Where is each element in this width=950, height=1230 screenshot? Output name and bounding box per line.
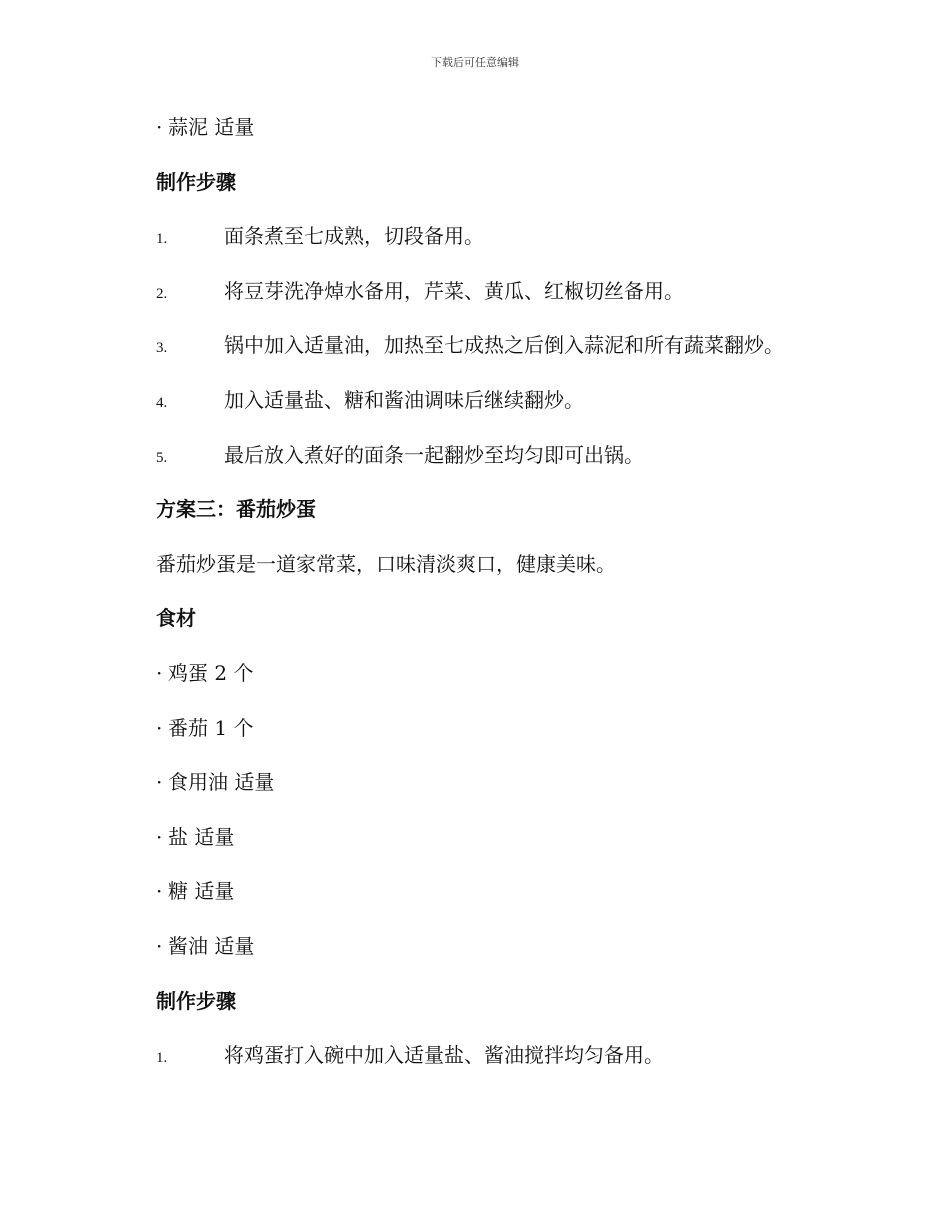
step-text: 将豆芽洗净焯水备用，芹菜、黄瓜、红椒切丝备用。 (224, 278, 684, 303)
ingredient-item (156, 108, 876, 163)
bullet-icon: · (156, 115, 163, 139)
steps-heading: 制作步骤 (156, 988, 236, 1013)
step-number: 5. (156, 449, 168, 466)
step-item (156, 326, 876, 381)
step-number: 2. (156, 285, 168, 302)
step-text: 最后放入煮好的面条一起翻炒至均匀即可出锅。 (224, 442, 644, 467)
step-text: 将鸡蛋打入碗中加入适量盐、酱油搅拌均匀备用。 (224, 1043, 664, 1068)
ingredient-text: 盐 适量 (168, 824, 235, 849)
step-text: 加入适量盐、糖和酱油调味后继续翻炒。 (224, 387, 584, 412)
section-title: 方案三：番茄炒蛋 (156, 497, 316, 522)
step-text: 锅中加入适量油，加热至七成热之后倒入蒜泥和所有蔬菜翻炒。 (224, 333, 784, 358)
steps-heading: 制作步骤 (156, 169, 236, 194)
ingredient-item (156, 654, 876, 709)
ingredient-text: 鸡蛋 2 个 (168, 660, 254, 685)
bullet-icon: · (156, 715, 163, 740)
step-item (156, 436, 876, 491)
bullet-icon: · (156, 660, 163, 685)
ingredient-item (156, 872, 876, 927)
bullet-icon: · (156, 824, 163, 849)
ingredient-text: 酱油 适量 (168, 933, 255, 958)
step-text: 面条煮至七成熟，切段备用。 (224, 224, 484, 249)
step-number: 3. (156, 340, 168, 357)
page-header: 下载后可任意编辑 (431, 56, 519, 69)
step-number: 4. (156, 394, 168, 411)
ingredient-item (156, 818, 876, 873)
document-body (156, 108, 876, 1091)
ingredient-text: 糖 适量 (168, 879, 235, 904)
step-item (156, 217, 876, 272)
step-number: 1. (156, 1050, 168, 1067)
step-item (156, 381, 876, 436)
ingredient-item (156, 927, 876, 982)
bullet-icon: · (156, 933, 163, 958)
ingredients-heading: 食材 (156, 606, 196, 631)
ingredient-text: 番茄 1 个 (168, 715, 254, 740)
section-intro: 番茄炒蛋是一道家常菜，口味清淡爽口，健康美味。 (156, 551, 616, 576)
step-item (156, 1036, 876, 1091)
ingredient-item (156, 763, 876, 818)
bullet-icon: · (156, 770, 163, 795)
ingredient-text: 食用油 适量 (168, 770, 275, 795)
ingredient-item (156, 709, 876, 764)
bullet-icon: · (156, 879, 163, 904)
ingredient-text: 蒜泥 适量 (168, 115, 255, 139)
step-number: 1. (156, 231, 168, 248)
step-item (156, 272, 876, 327)
